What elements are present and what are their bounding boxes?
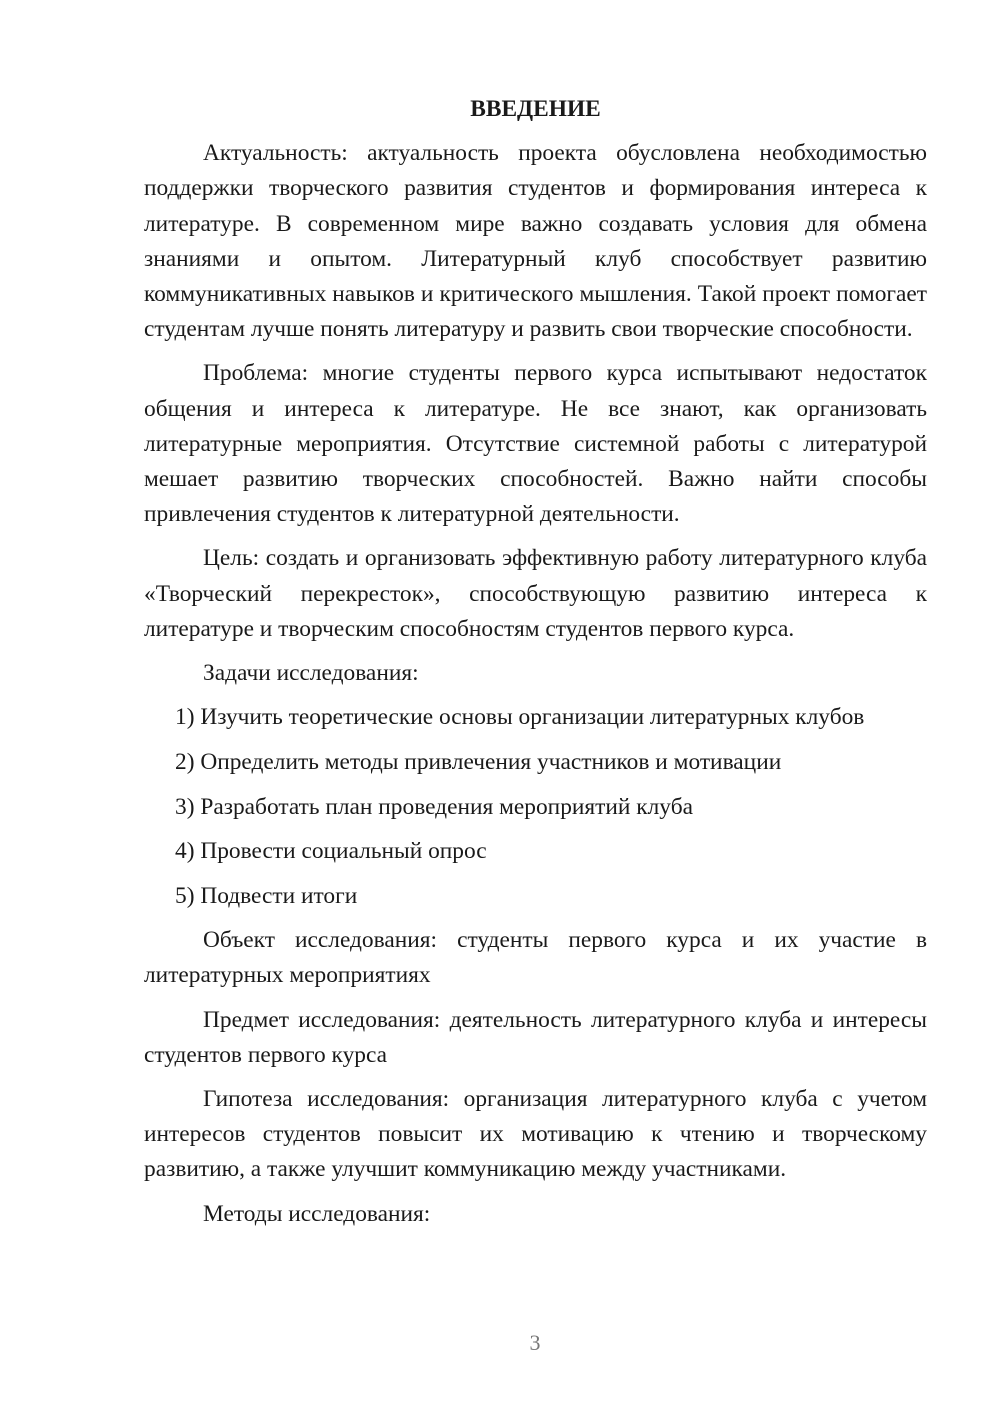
tasks-heading: Задачи исследования: bbox=[203, 660, 419, 687]
page-number: 3 bbox=[529, 1330, 541, 1355]
task-item-2: 2) Определить методы привлечения участников и мотивации bbox=[175, 748, 782, 775]
tasks-list bbox=[144, 700, 927, 914]
paragraph-methods-heading: Методы исследования: bbox=[203, 1200, 431, 1227]
section-title: ВВЕДЕНИЕ bbox=[470, 96, 601, 122]
page-content bbox=[144, 92, 927, 1232]
paragraph-hypothesis: Гипотеза исследования: организация литературного клуба с учетом интересов студентов повысит их мотивацию к чтению и творческому развитию, а также улучшит коммуникацию между участниками. bbox=[144, 1086, 927, 1183]
paragraph-object: Объект исследования: студенты первого курса и их участие в литературных мероприятиях bbox=[144, 927, 927, 989]
task-item-4: 4) Провести социальный опрос bbox=[175, 838, 487, 865]
paragraph-goal: Цель: создать и организовать эффективную работу литературного клуба «Творческий перекресток», способствующую развитию интереса к литературе и творческим способностям студентов первого курса. bbox=[144, 545, 927, 642]
paragraph-relevance: Актуальность: актуальность проекта обусловлена необходимостью поддержки творческого развития студентов и формирования интереса к литературе. В современном мире важно создавать условия для обмена знаниями и опытом. Литературный клуб способствует развитию коммуникативных навыков и критического мышления. Такой проект помогает студентам лучше понять литературу и развить свои творческие способности. bbox=[144, 140, 927, 343]
task-item-3: 3) Разработать план проведения мероприятий клуба bbox=[175, 793, 693, 820]
paragraph-problem: Проблема: многие студенты первого курса испытывают недостаток общения и интереса к литературе. Не все знают, как организовать литературные мероприятия. Отсутствие системной работы с литературой мешает развитию творческих способностей. Важно найти способы привлечения студентов к литературной деятельности. bbox=[144, 360, 927, 528]
task-item-1: 1) Изучить теоретические основы организации литературных клубов bbox=[175, 704, 865, 731]
paragraph-subject: Предмет исследования: деятельность литературного клуба и интересы студентов первого курса bbox=[144, 1006, 927, 1068]
task-item-5: 5) Подвести итоги bbox=[175, 883, 358, 910]
